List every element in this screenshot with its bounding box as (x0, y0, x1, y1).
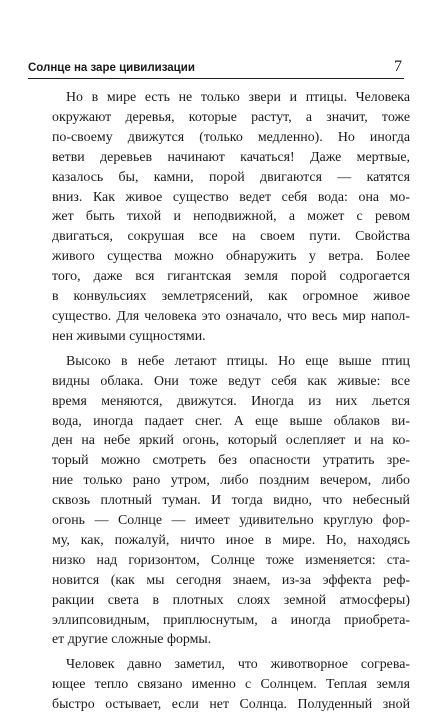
text-line: видны облака. Они тоже ведут себя как живые: все (52, 373, 410, 389)
text-line: в конвульсиях землетрясений, как огромное живое (52, 289, 410, 305)
text-line: Высоко в небе летают птицы. Но еще выше птиц (66, 353, 410, 369)
text-line: жет быть тихой и неподвижной, а может с ревом (52, 209, 410, 225)
text-line: ющее тепло связано именно с Солнцем. Теплая земля (52, 677, 410, 693)
text-line: ветви деревьев начинают качаться! Даже мертвые, (52, 149, 410, 165)
text-line: живого существа можно обнаружить у ветра. Более (52, 249, 410, 265)
text-line: быстро остывает, если нет Солнца. Полуденный зной (52, 697, 410, 713)
paragraph-1 (52, 88, 410, 347)
page-body (52, 88, 410, 720)
text-line: вниз. Как живое существо ведет себя вода: она мо- (52, 189, 410, 205)
text-line: ракции света в плотных слоях земной атмосферы) (52, 592, 410, 608)
text-line: сквозь плотный туман. И тогда видно, что небесный (52, 493, 410, 509)
text-line: нен живыми сущностями. (52, 328, 206, 344)
paragraph-3 (52, 655, 410, 715)
text-line: огонь — Солнце — имеет удивительно круглую фор- (52, 513, 410, 529)
text-line: ет другие сложные формы. (52, 632, 212, 648)
text-line: эллипсовидным, приплюснутым, а иногда приобрета- (52, 612, 410, 628)
text-line: казалось бы, камни, порой двигаются — катятся (52, 169, 410, 185)
text-line: вода, иногда падает снег. А еще выше облаков ви- (52, 413, 410, 429)
text-line: низко над горизонтом, Солнце тоже изменяется: ста- (52, 552, 410, 568)
running-title: Солнце на заре цивилизации (28, 62, 195, 74)
text-line: торый можно смотреть без опасности утратить зре- (52, 453, 410, 469)
text-line: Человек давно заметил, что животворное согрева- (66, 657, 410, 673)
text-line: двигаться, сокрушая все на своем пути. Свойства (52, 229, 410, 245)
text-line: окружают деревья, которые растут, а значит, тоже (52, 109, 410, 125)
text-line: время меняются, движутся. Иногда из них льется (52, 393, 410, 409)
text-line: того, даже вся гигантская земля порой содрогается (52, 269, 410, 285)
text-line: ние только рано утром, либо поздним вечером, либо (52, 473, 410, 489)
page-number: 7 (394, 58, 402, 75)
text-line: ден на небе яркий огонь, который ослепляет и на ко- (52, 433, 410, 449)
paragraph-2 (52, 352, 410, 651)
text-line: существо. Для человека это означало, что весь мир напол- (52, 308, 410, 324)
text-line: Но в мире есть не только звери и птицы. Человека (66, 90, 410, 105)
text-line: по-своему движутся (только медленно). Но иногда (52, 129, 410, 145)
page-header (28, 60, 404, 80)
text-line: му, как, пожалуй, ничто иное в мире. Но, находясь (52, 532, 410, 548)
header-rule (28, 78, 404, 79)
text-line: новится (как мы сегодня знаем, из-за эффекта реф- (52, 572, 410, 588)
